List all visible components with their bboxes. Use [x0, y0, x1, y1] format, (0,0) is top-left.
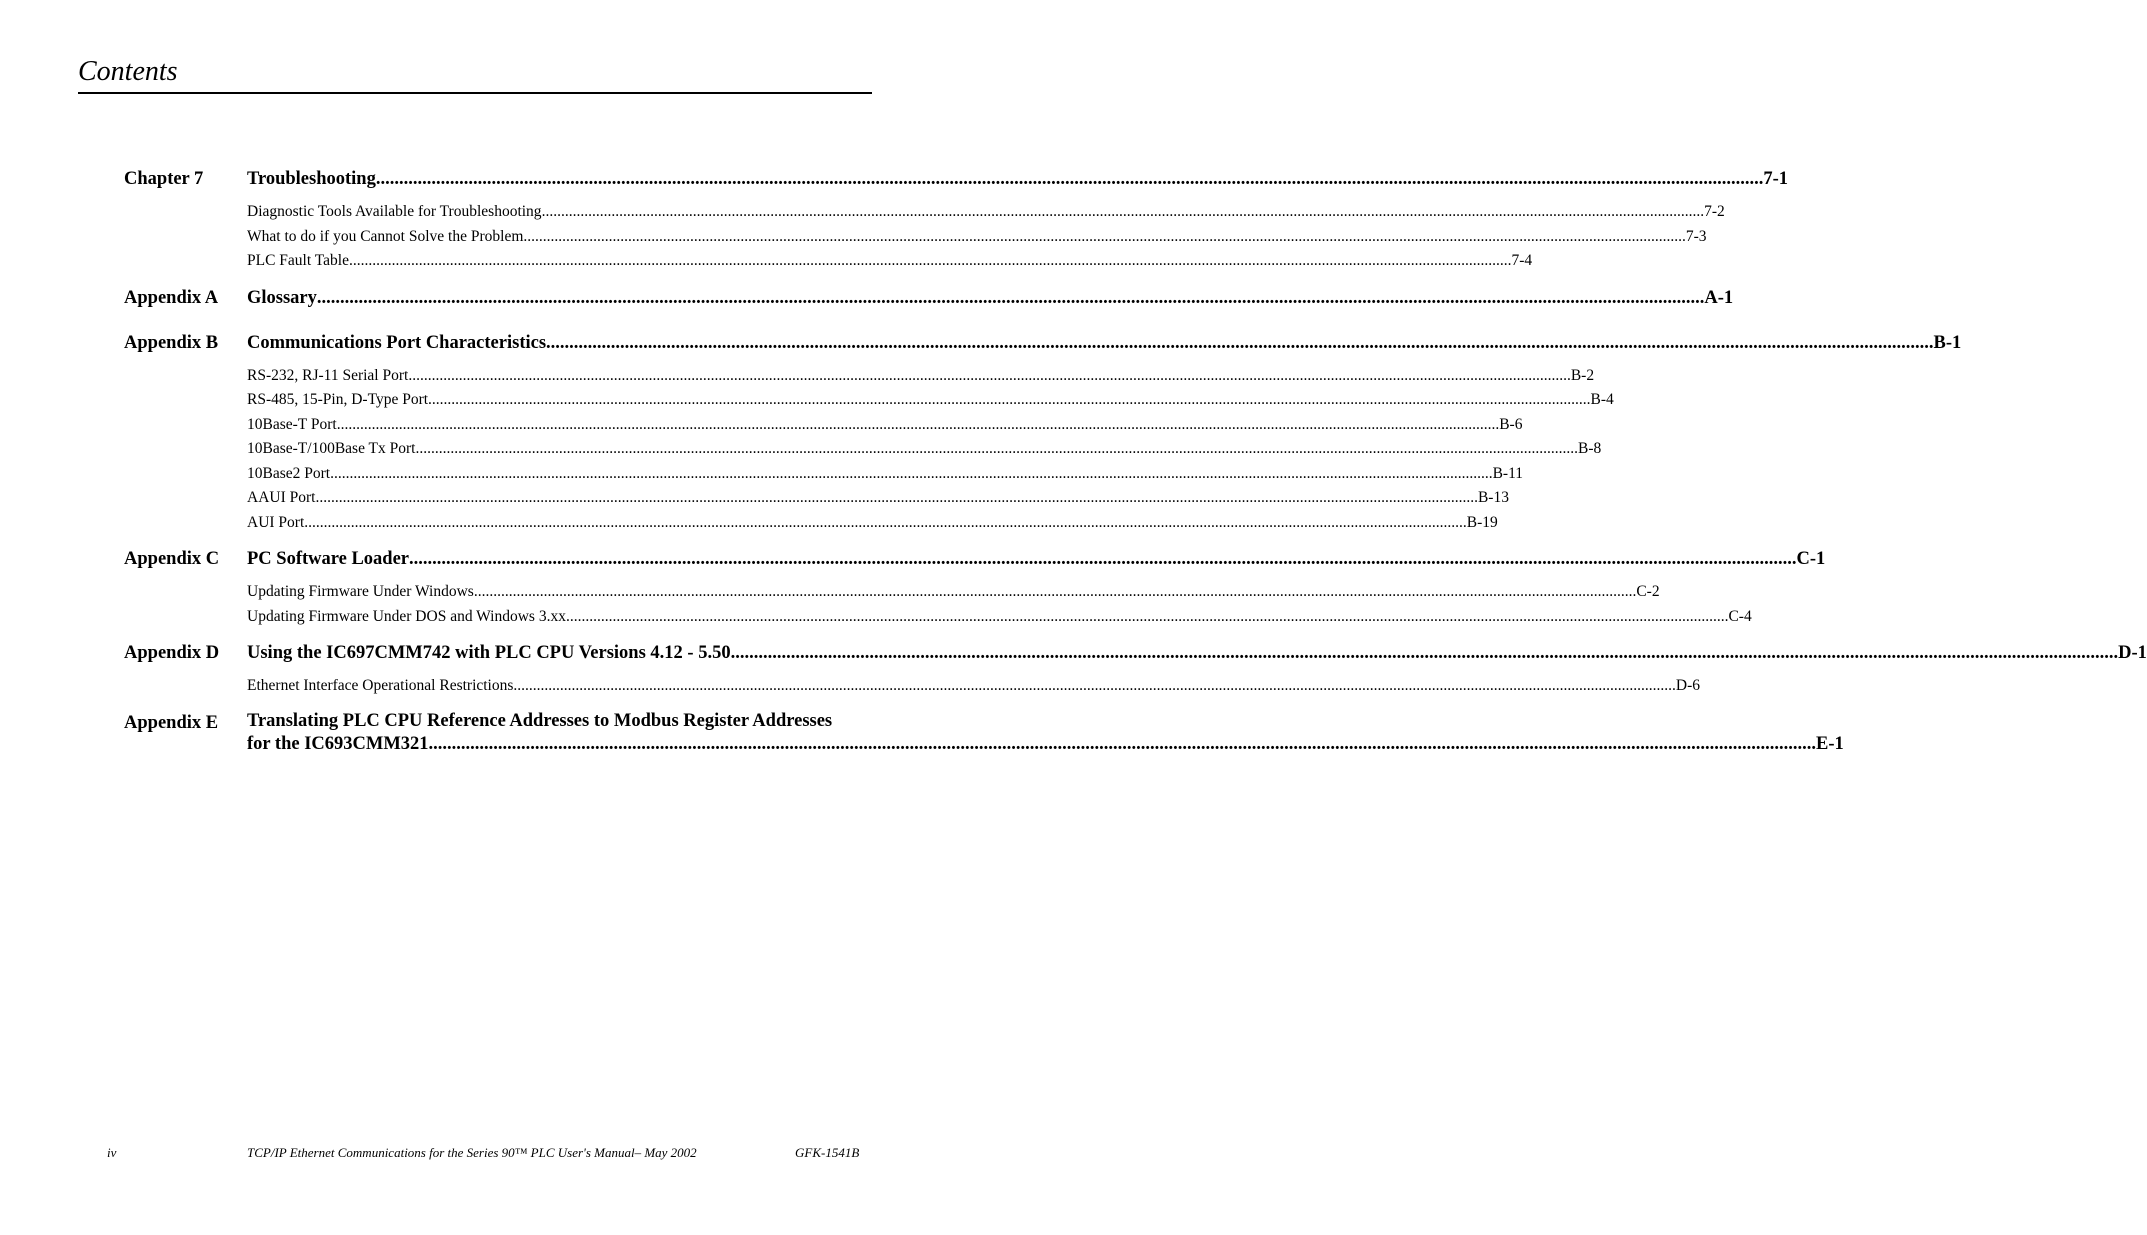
section-label: Appendix E — [124, 712, 219, 733]
dot-leader — [349, 249, 1512, 274]
entry-page: B-11 — [1492, 464, 1524, 482]
entry-title: Using the IC697CMM742 with PLC CPU Versions 4.12 - 5.50 — [247, 643, 731, 663]
toc-section-appendix-a — [124, 286, 1734, 310]
entry-page: 7-1 — [1763, 169, 1789, 189]
toc-subentry[interactable] — [247, 249, 1533, 274]
entry-title-line-2: for the IC693CMM321 — [247, 733, 429, 754]
section-label: Appendix C — [124, 549, 220, 569]
entry-title: PC Software Loader — [247, 549, 410, 569]
dot-leader — [429, 732, 1817, 756]
toc-subentry[interactable] — [247, 200, 1725, 225]
toc-entry-translating-plc-cpu[interactable] — [247, 732, 1844, 756]
toc-subentry[interactable] — [247, 605, 1752, 630]
toc-section-appendix-b — [124, 331, 1962, 536]
entry-page: B-6 — [1499, 415, 1523, 433]
toc-entry-pc-software-loader[interactable] — [247, 547, 1826, 571]
entry-title: Ethernet Interface Operational Restrictions — [247, 677, 514, 694]
entry-title: PLC Fault Table — [247, 252, 349, 269]
dot-leader — [513, 674, 1676, 699]
entry-page: B-19 — [1466, 513, 1498, 531]
entry-page: B-8 — [1577, 440, 1602, 457]
entry-page: D-1 — [2118, 643, 2147, 663]
entry-page: D-6 — [1675, 677, 1701, 694]
entry-page: C-4 — [1728, 607, 1752, 625]
entry-page: B-1 — [1933, 332, 1962, 353]
toc-subentry[interactable] — [247, 486, 1509, 511]
toc-subentry[interactable] — [247, 580, 1660, 605]
section-label: Appendix D — [124, 643, 220, 663]
toc-section-appendix-e — [124, 710, 1844, 756]
toc-subentry[interactable] — [247, 462, 1524, 487]
toc-subentry[interactable] — [247, 388, 1614, 413]
entry-title: Updating Firmware Under Windows — [247, 583, 474, 600]
entry-title: 10Base-T Port — [247, 415, 337, 433]
toc-subentry[interactable] — [247, 364, 1595, 389]
toc-subentry[interactable] — [247, 225, 1707, 250]
entry-title: Troubleshooting — [247, 169, 376, 189]
dot-leader — [428, 388, 1591, 413]
dot-leader — [304, 511, 1467, 536]
entry-title: 10Base-T/100Base Tx Port — [247, 440, 416, 457]
entry-title: RS-485, 15-Pin, D-Type Port — [247, 391, 429, 408]
entry-title: Updating Firmware Under DOS and Windows 3.xx — [247, 607, 566, 625]
dot-leader — [376, 167, 1764, 191]
toc-entry-troubleshooting[interactable] — [247, 167, 1789, 191]
toc-subentry[interactable] — [247, 437, 1602, 462]
dot-leader — [523, 225, 1686, 250]
entry-page: B-2 — [1570, 366, 1595, 384]
dot-leader — [408, 364, 1571, 389]
entry-page: 7-3 — [1685, 227, 1707, 245]
dot-leader — [409, 547, 1797, 571]
entry-page: B-4 — [1590, 391, 1614, 408]
entry-page: A-1 — [1704, 287, 1734, 308]
entry-title: AAUI Port — [247, 489, 316, 506]
entry-page: 7-2 — [1704, 203, 1725, 220]
entry-title: RS-232, RJ-11 Serial Port — [247, 366, 409, 384]
entry-title: What to do if you Cannot Solve the Problem — [247, 227, 524, 245]
toc-entry-using-ic697cmm742[interactable] — [247, 641, 2147, 665]
toc-section-chapter-7 — [124, 167, 1789, 274]
dot-leader — [546, 331, 1934, 355]
section-label: Chapter 7 — [124, 169, 204, 189]
toc-subentry[interactable] — [247, 511, 1498, 536]
entry-title: Glossary — [247, 287, 317, 308]
footer-doc-code: GFK-1541B — [795, 1145, 860, 1160]
page-header — [78, 52, 872, 94]
footer-manual-title: TCP/IP Ethernet Communications for the Series 90™ PLC User's Manual– May 2002 — [247, 1145, 697, 1160]
dot-leader — [415, 437, 1578, 462]
dot-leader — [542, 200, 1705, 225]
entry-page: 7-4 — [1511, 252, 1533, 269]
footer-page-number: iv — [107, 1145, 117, 1160]
entry-page: E-1 — [1816, 733, 1844, 754]
page-title: Contents — [78, 56, 178, 87]
entry-page: B-13 — [1477, 489, 1509, 506]
toc-subentry[interactable] — [247, 413, 1523, 438]
entry-page: C-2 — [1636, 583, 1660, 600]
entry-title: 10Base2 Port — [247, 464, 331, 482]
dot-leader — [315, 486, 1478, 511]
toc-entry-glossary[interactable] — [247, 286, 1734, 310]
toc-entry-communications-port[interactable] — [247, 331, 1962, 355]
table-of-contents — [124, 167, 2147, 756]
section-label: Appendix B — [124, 332, 219, 353]
dot-leader — [474, 580, 1637, 605]
entry-title: Diagnostic Tools Available for Troubleshooting — [247, 203, 542, 220]
toc-subentry[interactable] — [247, 674, 1701, 699]
entry-title-line-1[interactable]: Translating PLC CPU Reference Addresses to Modbus Register Addresses — [247, 710, 833, 731]
toc-section-appendix-c — [124, 547, 1826, 629]
dot-leader — [317, 286, 1705, 310]
section-label: Appendix A — [124, 287, 219, 308]
dot-leader — [337, 413, 1500, 438]
dot-leader — [731, 641, 2119, 665]
entry-title: Communications Port Characteristics — [247, 332, 547, 353]
entry-title: AUI Port — [247, 513, 305, 531]
dot-leader — [330, 462, 1493, 487]
toc-section-appendix-d — [124, 641, 2147, 699]
entry-page: C-1 — [1796, 549, 1826, 569]
dot-leader — [566, 605, 1729, 630]
